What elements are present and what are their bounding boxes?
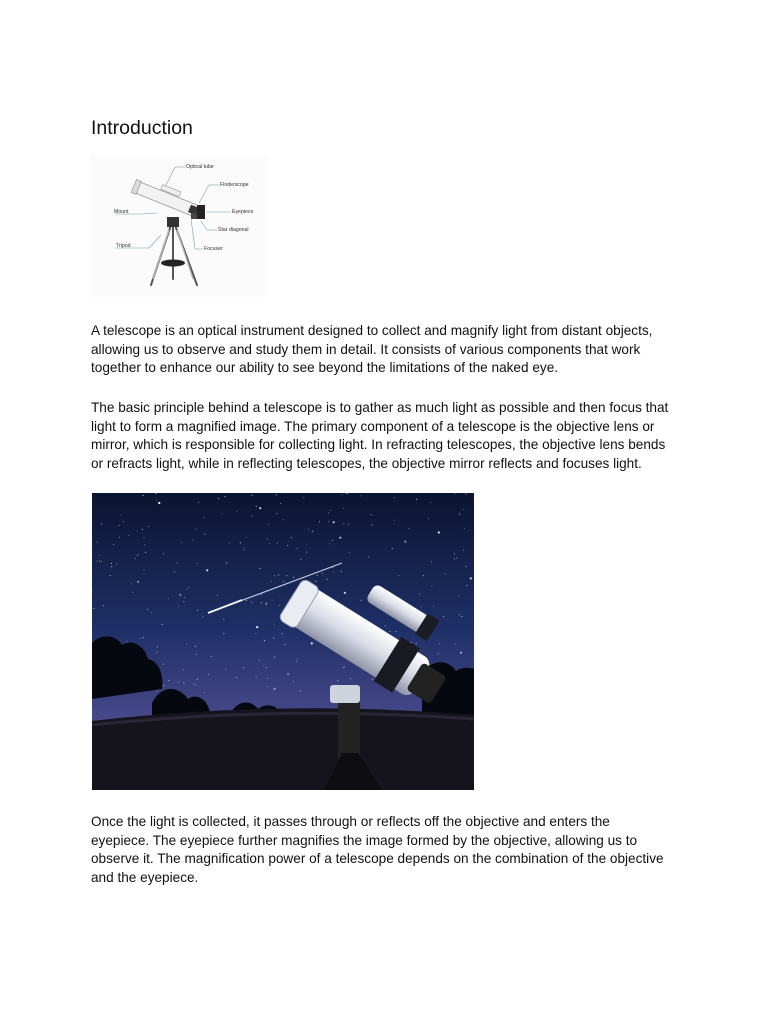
paragraph-line: mirror, which is responsible for collecting light. In refracting telescopes, the objective lens bends <box>91 437 666 453</box>
label-mount: Mount <box>114 209 129 215</box>
paragraph-line: Once the light is collected, it passes through or reflects off the objective and enters the <box>91 814 610 829</box>
paragraph-eyepiece <box>91 813 691 887</box>
label-optical-tube: Optical tube <box>186 164 214 170</box>
label-tripod: Tripod <box>116 243 131 249</box>
paragraph-principle <box>91 399 691 473</box>
label-focuser: Focuser <box>204 246 223 252</box>
telescope-parts-diagram <box>91 155 268 297</box>
paragraph-intro <box>91 322 691 378</box>
label-eyepiece: Eyepiece <box>232 209 254 215</box>
paragraph-line: together to enhance our ability to see beyond the limitations of the naked eye. <box>91 360 559 376</box>
paragraph-line: A telescope is an optical instrument designed to collect and magnify light from distant objects, <box>91 323 653 338</box>
label-star-diagonal: Star diagonal <box>218 227 249 233</box>
label-finderscope: Finderscope <box>220 182 249 188</box>
paragraph-line: and the eyepiece. <box>91 869 199 885</box>
paragraph-line: light to form a magnified image. The primary component of a telescope is the objective lens or <box>91 418 655 434</box>
paragraph-line: The basic principle behind a telescope is to gather as much light as possible and then focus that <box>91 400 669 415</box>
page-title: Introduction <box>91 117 193 139</box>
paragraph-line: observe it. The magnification power of a telescope depends on the combination of the objective <box>91 851 664 867</box>
paragraph-line: allowing us to observe and study them in detail. It consists of various components that work <box>91 341 641 357</box>
paragraph-line: eyepiece. The eyepiece further magnifies the image formed by the objective, allowing us to <box>91 832 638 848</box>
paragraph-line: or refracts light, while in reflecting telescopes, the objective mirror reflects and focuses light. <box>91 455 642 471</box>
night-sky-telescope-photo <box>92 493 474 790</box>
